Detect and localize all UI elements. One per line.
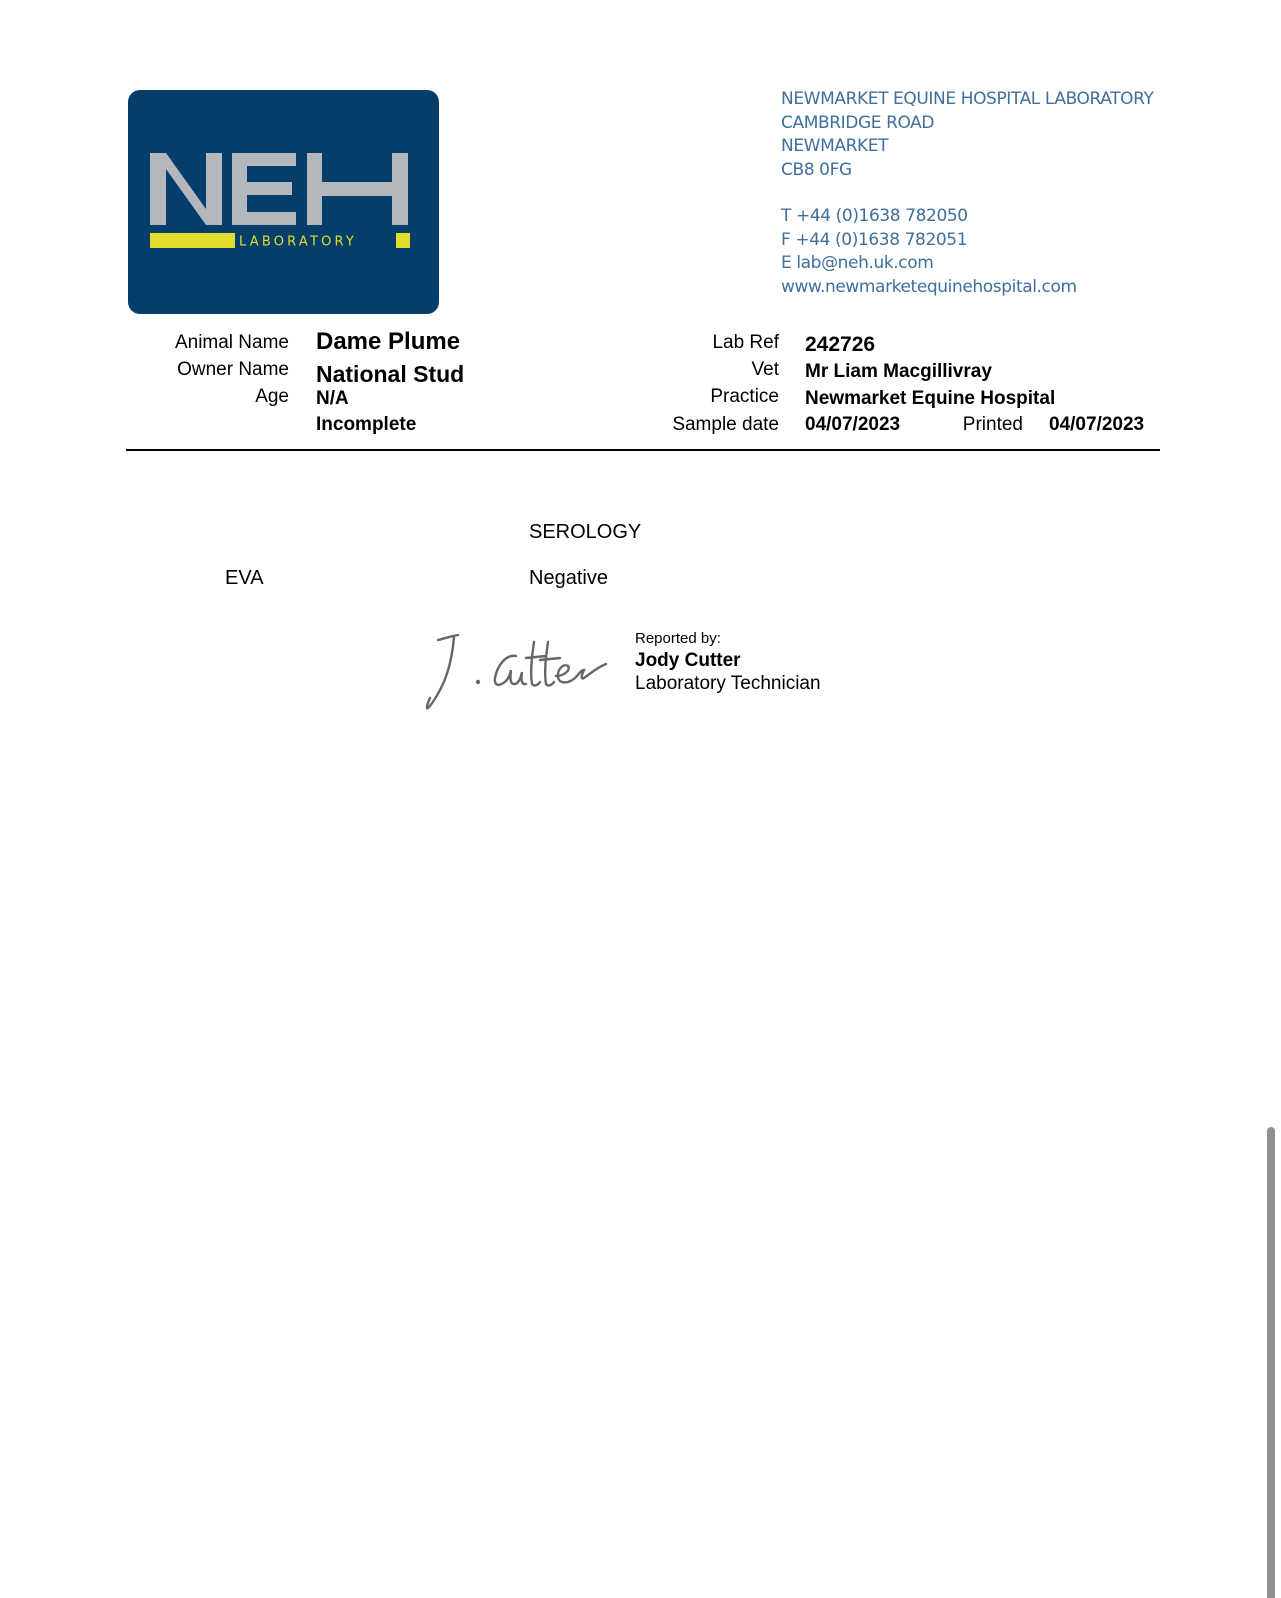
scrollbar-thumb[interactable] — [1267, 1127, 1275, 1598]
printed-date-value: 04/07/2023 — [1049, 414, 1145, 435]
printed-label: Printed — [962, 414, 1023, 435]
practice-value: Newmarket Equine Hospital — [805, 388, 1056, 409]
vet-value: Mr Liam Macgillivray — [805, 361, 992, 382]
address-line: NEWMARKET EQUINE HOSPITAL LABORATORY — [781, 89, 1154, 109]
email-address: E lab@neh.uk.com — [781, 253, 934, 273]
reported-by-label: Reported by: — [635, 630, 721, 647]
age-label: Age — [255, 386, 289, 407]
lab-address-block — [781, 88, 1153, 299]
phone-number: T +44 (0)1638 782050 — [781, 206, 968, 226]
fax-number: F +44 (0)1638 782051 — [781, 229, 968, 250]
animal-name-value: Dame Plume — [316, 328, 461, 355]
sample-date-label: Sample date — [672, 414, 779, 435]
neh-laboratory-logo — [128, 90, 439, 314]
vet-label: Vet — [751, 359, 779, 380]
section-heading: SEROLOGY — [529, 521, 642, 543]
age-value: N/A — [316, 388, 349, 409]
reporter-title: Laboratory Technician — [635, 673, 821, 694]
test-name: EVA — [225, 567, 264, 589]
address-line: NEWMARKET — [781, 136, 889, 156]
lab-ref-label: Lab Ref — [712, 332, 779, 353]
lab-ref-value: 242726 — [805, 333, 876, 356]
sample-date-value: 04/07/2023 — [805, 414, 901, 435]
logo-graphic — [128, 90, 439, 314]
practice-label: Practice — [710, 386, 779, 407]
test-result: Negative — [529, 567, 608, 589]
header-divider — [126, 449, 1160, 451]
address-line: CAMBRIDGE ROAD — [781, 112, 935, 133]
reporter-name: Jody Cutter — [635, 650, 741, 671]
reporter-signature — [424, 630, 614, 712]
address-line: CB8 0FG — [781, 159, 852, 180]
logo-subtitle: LABORATORY — [239, 234, 358, 250]
owner-name-label: Owner Name — [177, 359, 289, 380]
status-value: Incomplete — [316, 414, 417, 435]
website-address: www.newmarketequinehospital.com — [781, 276, 1077, 297]
owner-name-value: National Stud — [316, 361, 465, 387]
animal-name-label: Animal Name — [174, 332, 289, 353]
